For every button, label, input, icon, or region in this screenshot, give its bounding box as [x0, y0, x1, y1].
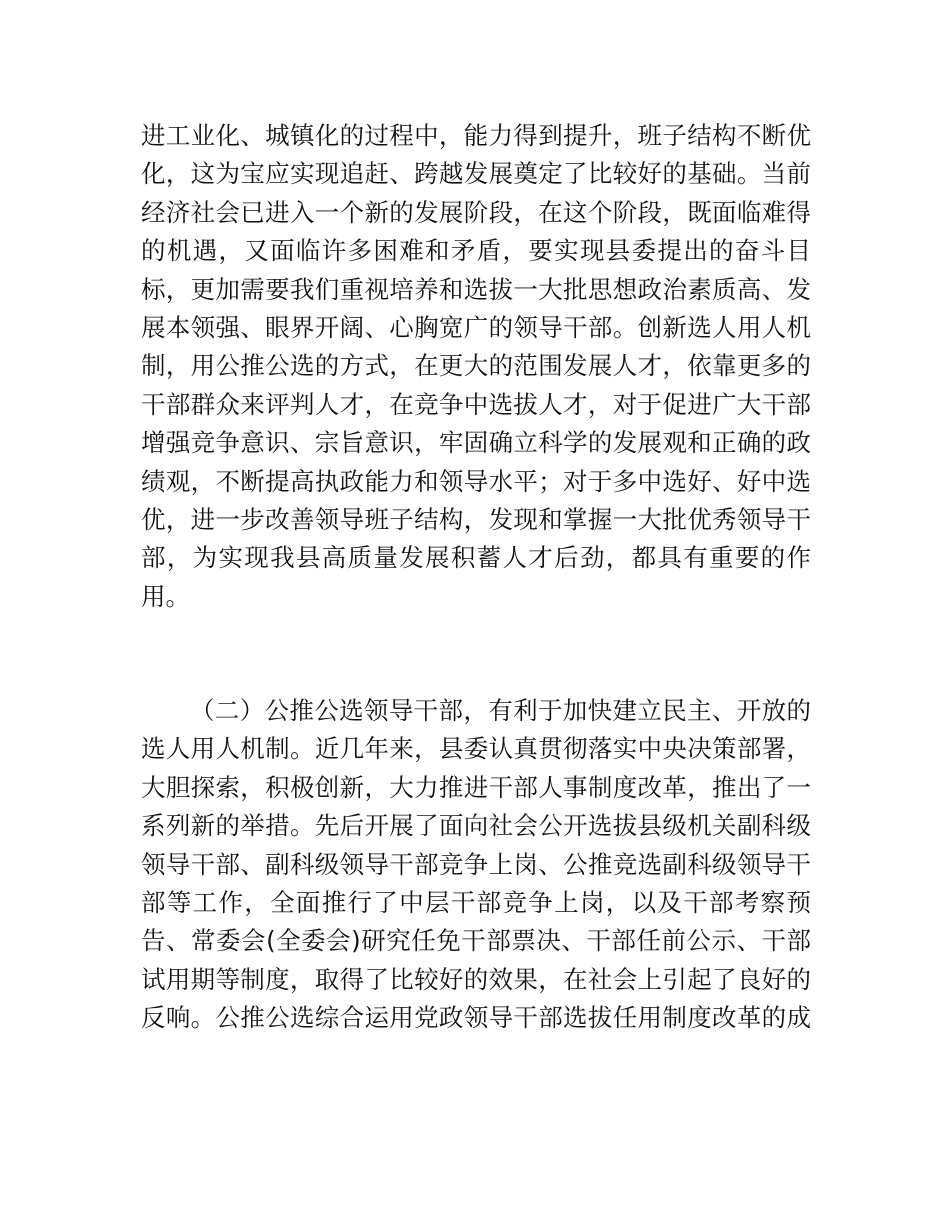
- text-line: 优，进一步改善领导班子结构，发现和掌握一大批优秀领导干: [141, 504, 811, 534]
- text-line: 化，这为宝应实现追赶、跨越发展奠定了比较好的基础。当前: [141, 159, 811, 189]
- text-line: 的机遇，又面临许多困难和矛盾，要实现县委提出的奋斗目: [141, 236, 811, 266]
- text-line: 大胆探索，积极创新，大力推进干部人事制度改革，推出了一: [141, 772, 811, 802]
- text-line: 干部群众来评判人才，在竞争中选拔人才，对于促进广大干部: [141, 389, 811, 419]
- text-line: 绩观，不断提高执政能力和领导水平；对于多中选好、好中选: [141, 466, 811, 496]
- text-line: 制，用公推公选的方式，在更大的范围发展人才，依靠更多的: [141, 351, 811, 381]
- text-line: 试用期等制度，取得了比较好的效果，在社会上引起了良好的: [141, 964, 811, 994]
- text-line: （二）公推公选领导干部，有利于加快建立民主、开放的: [190, 696, 811, 725]
- text-line: 反响。公推公选综合运用党政领导干部选拔任用制度改革的成: [141, 1003, 811, 1033]
- text-line: 选人用人机制。近几年来，县委认真贯彻落实中央决策部署，: [141, 734, 811, 764]
- text-line: 部等工作，全面推行了中层干部竞争上岗，以及干部考察预: [141, 887, 811, 917]
- text-line: 进工业化、城镇化的过程中，能力得到提升，班子结构不断优: [141, 121, 811, 150]
- text-line: 告、常委会(全委会)研究任免干部票决、干部任前公示、干部: [141, 926, 811, 956]
- text-line: 展本领强、眼界开阔、心胸宽广的领导干部。创新选人用人机: [141, 312, 811, 342]
- text-line: 领导干部、副科级领导干部竞争上岗、公推竞选副科级领导干: [141, 849, 811, 879]
- text-line: 部，为实现我县高质量发展积蓄人才后劲，都具有重要的作: [141, 543, 811, 573]
- text-line: 经济社会已进入一个新的发展阶段，在这个阶段，既面临难得: [141, 197, 811, 227]
- paragraph-1: [141, 117, 811, 616]
- text-line: 标，更加需要我们重视培养和选拔一大批思想政治素质高、发: [141, 274, 811, 304]
- text-line: 用。: [141, 581, 190, 611]
- text-line: 系列新的举措。先后开展了面向社会公开选拔县级机关副科级: [141, 811, 811, 841]
- paragraph-2: [141, 692, 811, 1038]
- text-line: 增强竞争意识、宗旨意识，牢固确立科学的发展观和正确的政: [141, 428, 811, 458]
